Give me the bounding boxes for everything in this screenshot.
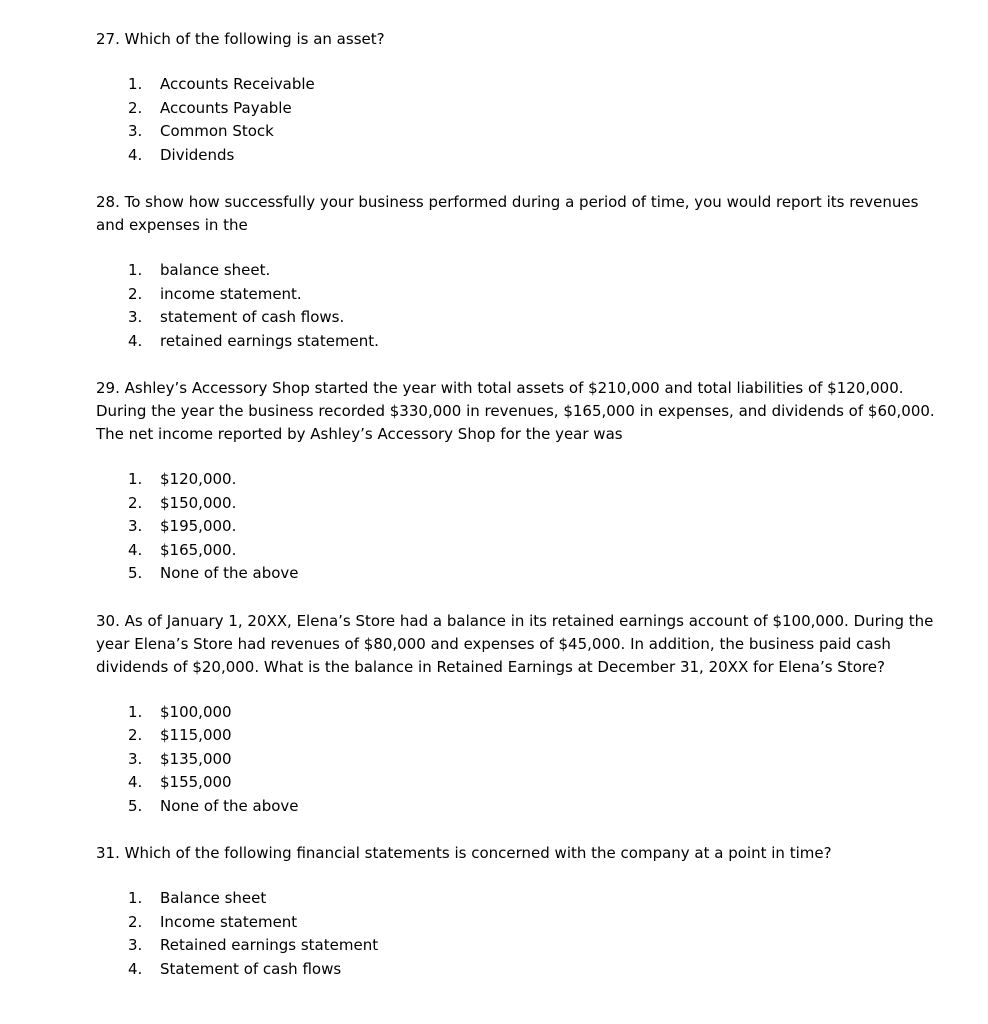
question-29 xyxy=(96,377,946,586)
option-number: 4. xyxy=(128,331,143,350)
option-label: $100,000 xyxy=(160,702,232,721)
option-label: balance sheet. xyxy=(160,261,271,279)
option-item xyxy=(128,748,946,772)
option-label: Accounts Receivable xyxy=(160,75,315,93)
option-number: 1. xyxy=(128,75,143,93)
question-28 xyxy=(96,191,946,353)
option-label: income statement. xyxy=(160,284,302,303)
option-label: statement of cash flows. xyxy=(160,308,345,326)
question-text: 31. Which of the following financial statements is concerned with the company at a point in time? xyxy=(96,844,832,862)
option-item xyxy=(128,539,946,563)
option-number: 1. xyxy=(128,261,143,279)
question-text: 27. Which of the following is an asset? xyxy=(96,30,385,48)
option-number: 4. xyxy=(128,959,143,978)
option-number: 2. xyxy=(128,493,143,512)
option-item xyxy=(128,911,946,935)
option-list xyxy=(96,701,946,819)
option-label: Accounts Payable xyxy=(160,98,292,117)
option-number: 1. xyxy=(128,889,143,907)
option-label: Statement of cash flows xyxy=(160,959,342,978)
option-label: None of the above xyxy=(160,796,299,815)
option-item xyxy=(128,887,946,911)
option-number: 2. xyxy=(128,726,143,744)
option-list xyxy=(96,73,946,167)
option-label: $150,000. xyxy=(160,493,237,512)
option-item xyxy=(128,306,946,330)
option-number: 3. xyxy=(128,517,143,535)
option-item xyxy=(128,330,946,354)
option-item xyxy=(128,795,946,819)
option-label: None of the above xyxy=(160,564,299,582)
option-label: $165,000. xyxy=(160,540,237,559)
option-list xyxy=(96,259,946,353)
option-item xyxy=(128,120,946,144)
option-item xyxy=(128,724,946,748)
option-label: Dividends xyxy=(160,145,235,164)
option-number: 3. xyxy=(128,308,143,326)
option-number: 1. xyxy=(128,470,143,488)
option-number: 4. xyxy=(128,145,143,164)
option-item xyxy=(128,934,946,958)
option-item xyxy=(128,771,946,795)
question-30 xyxy=(96,610,946,819)
option-list xyxy=(96,468,946,586)
option-item xyxy=(128,97,946,121)
option-number: 2. xyxy=(128,98,143,117)
question-27 xyxy=(96,28,946,167)
option-item xyxy=(128,259,946,283)
option-number: 4. xyxy=(128,773,143,791)
question-text: 30. As of January 1, 20XX, Elena’s Store had a balance in its retained earnings account of $100,000. During the year Elena’s Store had revenues of $80,000 and expenses of $45,000. In addition, the business paid cash dividends of $20,000. What is the balance in Retained Earnings at December 31, 20XX for Elena’s Store? xyxy=(96,611,934,676)
option-item xyxy=(128,492,946,516)
option-label: Common Stock xyxy=(160,122,274,140)
option-item xyxy=(128,283,946,307)
option-number: 3. xyxy=(128,749,143,768)
option-label: $155,000 xyxy=(160,773,232,791)
option-item xyxy=(128,73,946,97)
option-item xyxy=(128,958,946,982)
option-item xyxy=(128,562,946,586)
option-item xyxy=(128,468,946,492)
option-number: 3. xyxy=(128,122,143,140)
question-text: 29. Ashley’s Accessory Shop started the year with total assets of $210,000 and total liabilities of $120,000. During the year the business recorded $330,000 in revenues, $165,000 in expenses, and dividends of $60,000. The net income reported by Ashley’s Accessory Shop for the year was xyxy=(96,379,935,443)
option-label: Retained earnings statement xyxy=(160,936,379,954)
option-label: $195,000. xyxy=(160,517,237,535)
option-number: 2. xyxy=(128,284,143,303)
option-number: 1. xyxy=(128,702,143,721)
option-label: Balance sheet xyxy=(160,889,267,907)
option-label: $135,000 xyxy=(160,749,232,768)
option-number: 4. xyxy=(128,540,143,559)
option-label: retained earnings statement. xyxy=(160,331,379,350)
option-label: Income statement xyxy=(160,912,298,931)
option-number: 3. xyxy=(128,936,143,954)
option-list xyxy=(96,887,946,981)
option-number: 2. xyxy=(128,912,143,931)
option-number: 5. xyxy=(128,796,143,815)
document-page xyxy=(96,28,946,981)
option-number: 5. xyxy=(128,564,143,582)
option-label: $120,000. xyxy=(160,470,237,488)
option-label: $115,000 xyxy=(160,726,232,744)
option-item xyxy=(128,515,946,539)
question-text: 28. To show how successfully your business performed during a period of time, you would report its revenues and expenses in the xyxy=(96,193,919,234)
question-31 xyxy=(96,842,946,981)
option-item xyxy=(128,144,946,168)
option-item xyxy=(128,701,946,725)
